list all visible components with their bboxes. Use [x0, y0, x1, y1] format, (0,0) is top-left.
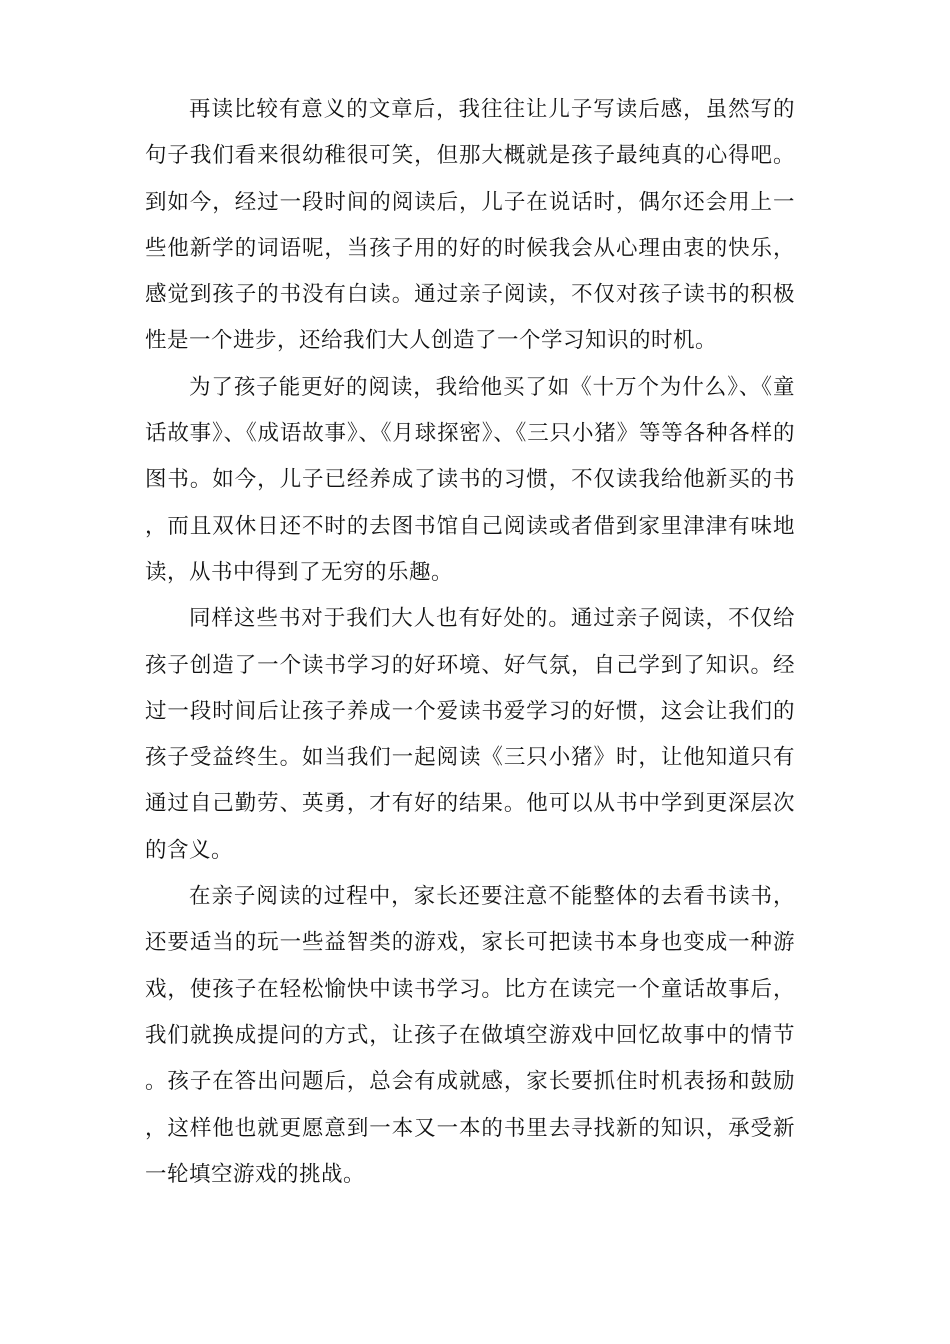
paragraph-2: 为了孩子能更好的阅读，我给他买了如《十万个为什么》、《童话故事》、《成语故事》、《月球探密》、《三只小猪》等等各种各样的图书。如今，儿子已经养成了读书的习惯，不仅读我给他新买的书，而且双休日还不时的去图书馆自己阅读或者借到家里津津有味地读，从书中得到了无穷的乐趣。 [145, 374, 795, 585]
document-body [145, 87, 795, 1198]
paragraph-3: 同样这些书对于我们大人也有好处的。通过亲子阅读，不仅给孩子创造了一个读书学习的好环境、好气氛，自己学到了知识。经过一段时间后让孩子养成一个爱读书爱学习的好惯，这会让我们的孩子受益终生。如当我们一起阅读《三只小猪》时，让他知道只有通过自己勤劳、英勇，才有好的结果。他可以从书中学到更深层次的含义。 [145, 606, 795, 863]
paragraph-4: 在亲子阅读的过程中，家长还要注意不能整体的去看书读书，还要适当的玩一些益智类的游戏，家长可把读书本身也变成一种游戏，使孩子在轻松愉快中读书学习。比方在读完一个童话故事后，我们就换成提问的方式，让孩子在做填空游戏中回忆故事中的情节。孩子在答出问题后，总会有成就感，家长要抓住时机表扬和鼓励，这样他也就更愿意到一本又一本的书里去寻找新的知识，承受新一轮填空游戏的挑战。 [145, 884, 795, 1187]
paragraph-1: 再读比较有意义的文章后，我往往让儿子写读后感，虽然写的句子我们看来很幼稚很可笑，但那大概就是孩子最纯真的心得吧。到如今，经过一段时间的阅读后，儿子在说话时，偶尔还会用上一些他新学的词语呢，当孩子用的好的时候我会从心理由衷的快乐，感觉到孩子的书没有白读。通过亲子阅读，不仅对孩子读书的积极性是一个进步，还给我们大人创造了一个学习知识的时机。 [145, 97, 795, 354]
